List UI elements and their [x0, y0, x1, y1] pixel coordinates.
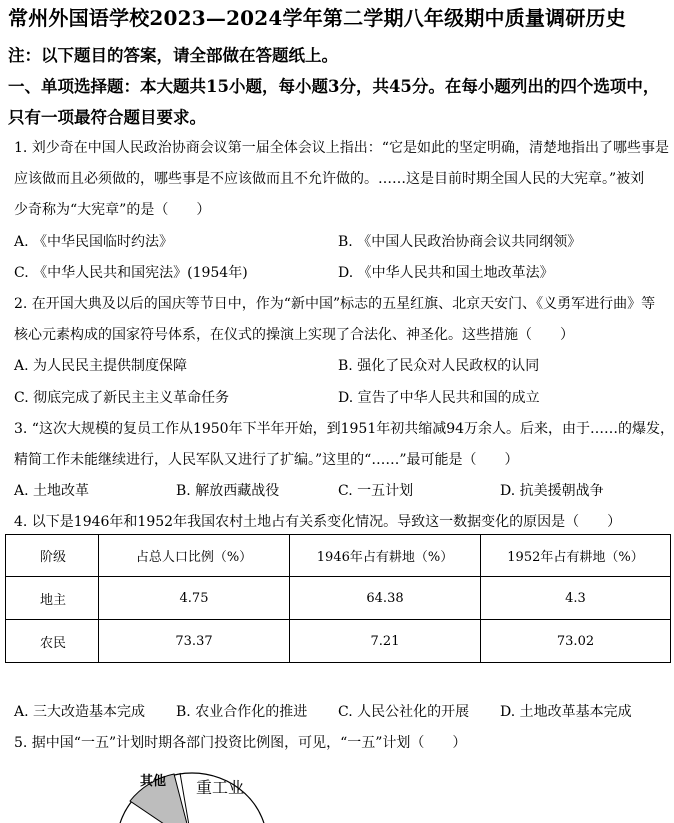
q1-option-d: D. 《中华人民共和国土地改革法》	[338, 265, 554, 281]
table-cell: 4.3	[481, 577, 671, 620]
q1-option-a: A. 《中华民国临时约法》	[14, 234, 174, 250]
table-header-row	[6, 535, 671, 577]
q3-text-line2: 精简工作未能继续进行，人民军队又进行了扩编。”这里的“……”最可能是（ ）	[14, 452, 519, 468]
q5-text-line1: 5. 据中国“一五”计划时期各部门投资比例图，可见，“一五”计划（ ）	[14, 735, 467, 751]
table-cell: 4.75	[99, 577, 290, 620]
q1-text-line2: 应该做而且必须做的，哪些事是不应该做而且不允许做的。……这是目前时期全国人民的大宪章。”被刘	[14, 171, 645, 187]
table-cell: 64.38	[290, 577, 481, 620]
pie-svg	[110, 763, 270, 823]
q3-option-c: C. 一五计划	[338, 483, 414, 499]
section-heading-line1: 一、单项选择题：本大题共15小题，每小题3分，共45分。在每小题列出的四个选项中，	[8, 77, 660, 96]
q2-option-d: D. 宣告了中华人民共和国的成立	[338, 390, 540, 406]
table-cell: 地主	[6, 577, 99, 620]
q4-option-d: D. 土地改革基本完成	[500, 704, 632, 720]
q4-option-c: C. 人民公社化的开展	[338, 704, 470, 720]
investment-pie-chart	[110, 763, 270, 823]
q2-option-c: C. 彻底完成了新民主主义革命任务	[14, 390, 230, 406]
q1-text-line1: 1. 刘少奇在中国人民政治协商会议第一届全体会议上指出：“它是如此的坚定明确，清楚地指出了哪些事是	[14, 140, 669, 156]
table-header-cell: 占总人口比例（%）	[99, 535, 290, 577]
table-cell: 73.37	[99, 620, 290, 663]
q1-text-line3: 少奇称为“大宪章”的是（ ）	[14, 202, 211, 218]
q3-option-b: B. 解放西藏战役	[176, 483, 280, 499]
table-row	[6, 620, 671, 663]
q3-option-d: D. 抗美援朝战争	[500, 483, 604, 499]
q2-text-line1: 2. 在开国大典及以后的国庆等节日中，作为“新中国”标志的五星红旗、北京天安门、《义勇军进行曲》等	[14, 296, 656, 312]
section-heading-line2: 只有一项最符合题目要求。	[8, 108, 206, 127]
q1-option-c: C. 《中华人民共和国宪法》(1954年)	[14, 265, 248, 281]
q4-option-a: A. 三大改造基本完成	[14, 704, 146, 720]
table-header-cell: 1952年占有耕地（%）	[481, 535, 671, 577]
table-cell: 73.02	[481, 620, 671, 663]
instruction-note: 注：以下题目的答案，请全部做在答题纸上。	[8, 46, 338, 65]
table-header-cell: 阶级	[6, 535, 99, 577]
q4-text-line1: 4. 以下是1946年和1952年我国农村土地占有关系变化情况。导致这一数据变化的原因是（ ）	[14, 514, 622, 530]
q3-text-line1: 3. “这次大规模的复员工作从1950年下半年开始，到1951年初共缩减94万余人。后来，由于……的爆发，	[14, 421, 674, 437]
land-ownership-table	[5, 534, 671, 663]
q3-option-a: A. 土地改革	[14, 483, 90, 499]
q2-option-a: A. 为人民民主提供制度保障	[14, 358, 188, 374]
pie-label-heavy-industry: 重工业	[196, 778, 245, 797]
table-cell: 农民	[6, 620, 99, 663]
q4-option-b: B. 农业合作化的推进	[176, 704, 308, 720]
q2-option-b: B. 强化了民众对人民政权的认同	[338, 358, 540, 374]
pie-label-other: 其他	[140, 774, 167, 789]
table-header-cell: 1946年占有耕地（%）	[290, 535, 481, 577]
q1-option-b: B. 《中国人民政治协商会议共同纲领》	[338, 234, 582, 250]
table-cell: 7.21	[290, 620, 481, 663]
q2-text-line2: 核心元素构成的国家符号体系，在仪式的操演上实现了合法化、神圣化。这些措施（ ）	[14, 327, 574, 343]
table-row	[6, 577, 671, 620]
page-title: 常州外国语学校2023—2024学年第二学期八年级期中质量调研历史	[8, 6, 626, 30]
